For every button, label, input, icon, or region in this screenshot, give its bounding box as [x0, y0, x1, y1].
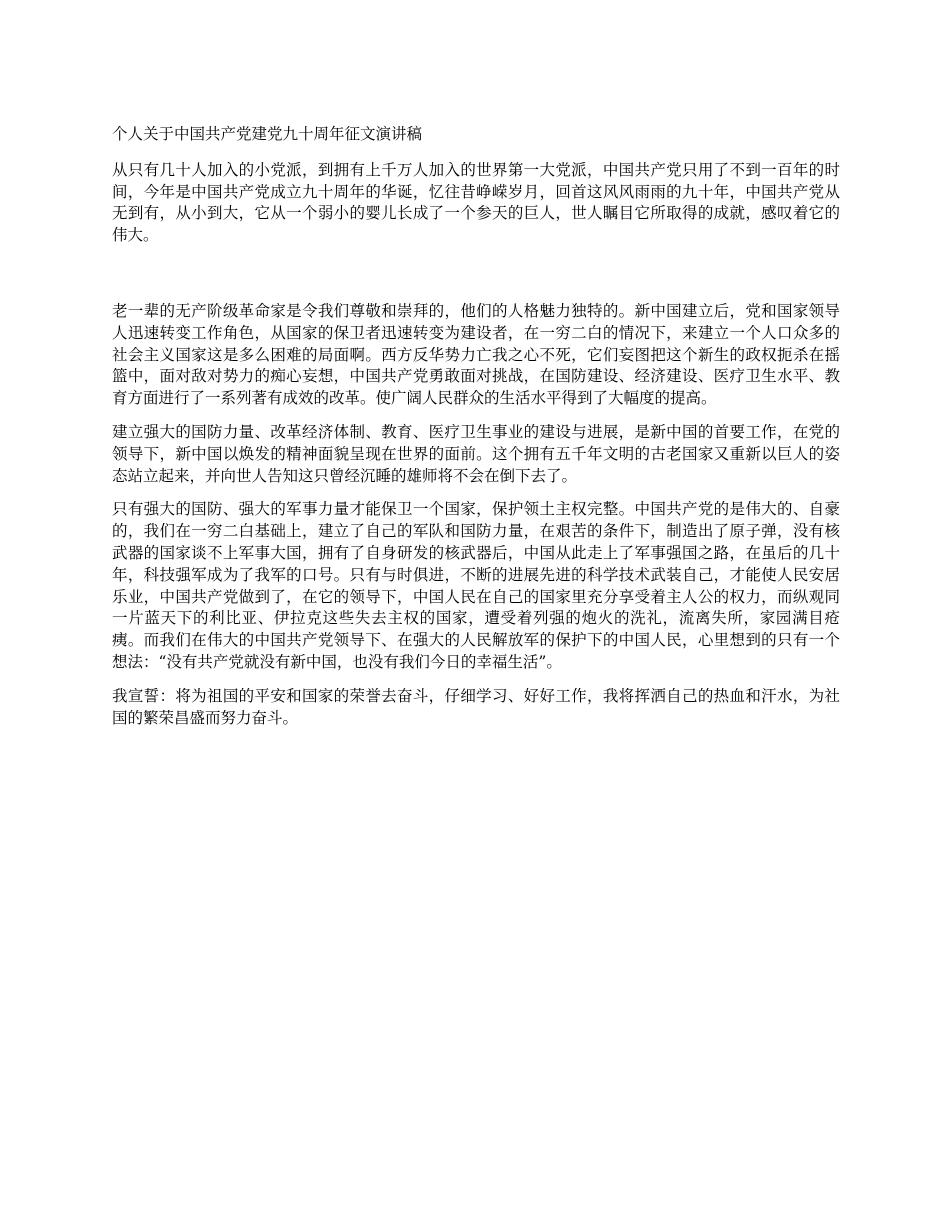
paragraph-3: 建立强大的国防力量、改革经济体制、教育、医疗卫生事业的建设与进展，是新中国的首要工作，在党的领导下，新中国以焕发的精神面貌呈现在世界的面前。这个拥有五千年文明的古老国家又重新以巨人的姿态站立起来，并向世人告知这只曾经沉睡的雄师将不会在倒下去了。 — [112, 422, 840, 485]
paragraph-5: 我宣誓：将为祖国的平安和国家的荣誉去奋斗，仔细学习、好好工作，我将挥洒自己的热血和汗水，为社国的繁荣昌盛而努力奋斗。 — [112, 686, 840, 727]
paragraph-4: 只有强大的国防、强大的军事力量才能保卫一个国家，保护领土主权完整。中国共产党的是伟大的、自豪的，我们在一穷二白基础上，建立了自己的军队和国防力量，在艰苦的条件下，制造出了原子弹，没有核武器的国家谈不上军事大国，拥有了自身研发的核武器后，中国从此走上了军事强国之路，在虽后的几十年，科技强军成为了我军的口号。只有与时俱进，不断的进展先进的科学技术武装自己，才能使人民安居乐业，中国共产党做到了，在它的领导下，中国人民在自己的国家里充分享受着主人公的权力，而纵观同一片蓝天下的利比亚、伊拉克这些失去主权的国家，遭受着列强的炮火的洗礼，流离失所，家园满目疮痍。而我们在伟大的中国共产党领导下、在强大的人民解放军的保护下的中国人民，心里想到的只有一个想法：“没有共产党就没有新中国，也没有我们今日的幸福生活”。 — [112, 500, 840, 671]
paragraph-gap — [112, 259, 840, 301]
document-title: 个人关于中国共产党建党九十周年征文演讲稿 — [112, 125, 423, 143]
paragraph-1: 从只有几十人加入的小党派，到拥有上千万人加入的世界第一大党派，中国共产党只用了不到一百年的时间，今年是中国共产党成立九十周年的华诞，忆往昔峥嵘岁月，回首这风风雨雨的九十年，中国共产党从无到有，从小到大，它从一个弱小的婴儿长成了一个参天的巨人，世人瞩目它所取得的成就，感叹着它的伟大。 — [112, 160, 840, 245]
paragraph-2: 老一辈的无产阶级革命家是令我们尊敬和崇拜的，他们的人格魅力独特的。新中国建立后，党和国家领导人迅速转变工作角色，从国家的保卫者迅速转变为建设者，在一穷二白的情况下，来建立一个人口众多的社会主义国家这是多么困难的局面啊。西方反华势力亡我之心不死，它们妄图把这个新生的政权扼杀在摇篮中，面对敌对势力的痴心妄想，中国共产党勇敢面对挑战，在国防建设、经济建设、医疗卫生水平、教育方面进行了一系列著有成效的改革。使广阔人民群众的生活水平得到了大幅度的提高。 — [112, 301, 840, 408]
document-body — [112, 124, 840, 741]
